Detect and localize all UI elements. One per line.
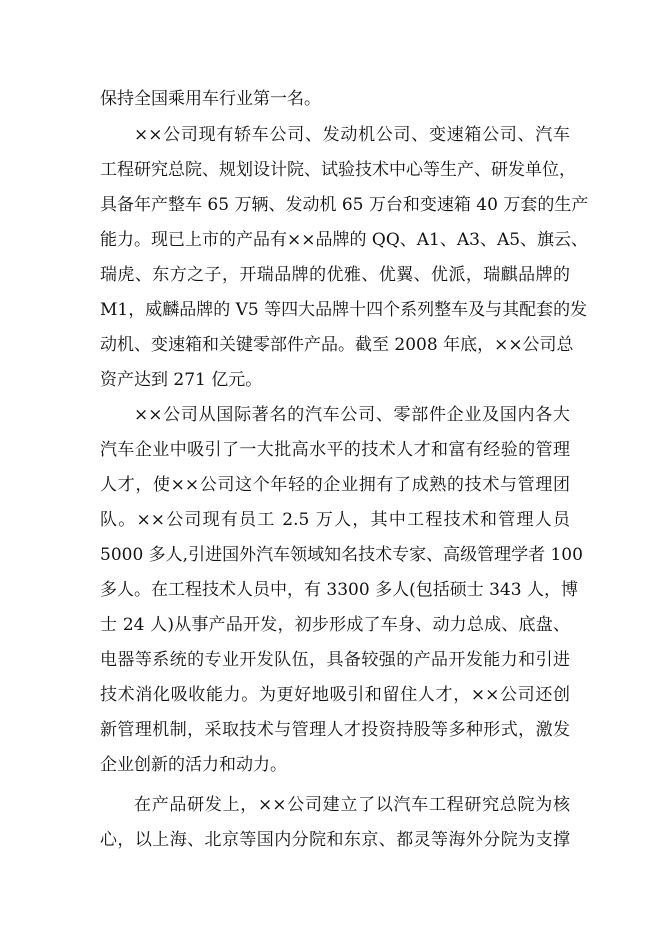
text-line: 能力。现已上市的产品有××品牌的 QQ、A1、A3、A5、旗云、 [100,230,589,250]
text-line: 新管理机制，采取技术与管理人才投资持股等多种形式，激发 [100,720,570,740]
text-line: 5000 多人,引进国外汽车领域知名技术专家、高级管理学者 100 [100,545,583,565]
text-line: 保持全国乘用车行业第一名。 [100,89,321,109]
text-line: 人才，使××公司这个年轻的企业拥有了成熟的技术与管理团 [100,475,570,495]
text-line: 心，以上海、北京等国内分院和东京、都灵等海外分院为支撑 [100,830,570,850]
text-line: ××公司现有轿车公司、发动机公司、变速箱公司、汽车 [134,125,570,145]
text-line: 工程研究总院、规划设计院、试验技术中心等生产、研发单位， [100,160,576,180]
text-line: ××公司从国际著名的汽车公司、零部件企业及国内各大 [134,405,570,425]
text-line: 企业创新的活力和动力。 [100,755,287,775]
text-line: 汽车企业中吸引了一大批高水平的技术人才和富有经验的管理 [100,440,570,460]
text-line: 瑞虎、东方之子，开瑞品牌的优雅、优翼、优派，瑞麒品牌的 [100,265,570,285]
text-line: 技术消化吸收能力。为更好地吸引和留住人才，××公司还创 [100,685,570,705]
text-line: 在产品研发上，××公司建立了以汽车工程研究总院为核 [134,795,570,815]
text-line: 电器等系统的专业开发队伍，具备较强的产品开发能力和引进 [100,650,570,670]
text-line: 资产达到 271 亿元。 [100,370,263,390]
text-line: 动机、变速箱和关键零部件产品。截至 2008 年底，××公司总 [100,335,574,355]
text-line: 队。××公司现有员工 2.5 万人，其中工程技术和管理人员 [100,510,570,530]
text-line: 多人。在工程技术人员中，有 3300 多人(包括硕士 343 人，博 [100,580,578,600]
text-line: 具备年产整车 65 万辆、发动机 65 万台和变速箱 40 万套的生产 [100,195,589,215]
text-line: 士 24 人)从事产品开发，初步形成了车身、动力总成、底盘、 [100,615,570,635]
text-line: M1，威麟品牌的 V5 等四大品牌十四个系列整车及与其配套的发 [100,300,588,320]
